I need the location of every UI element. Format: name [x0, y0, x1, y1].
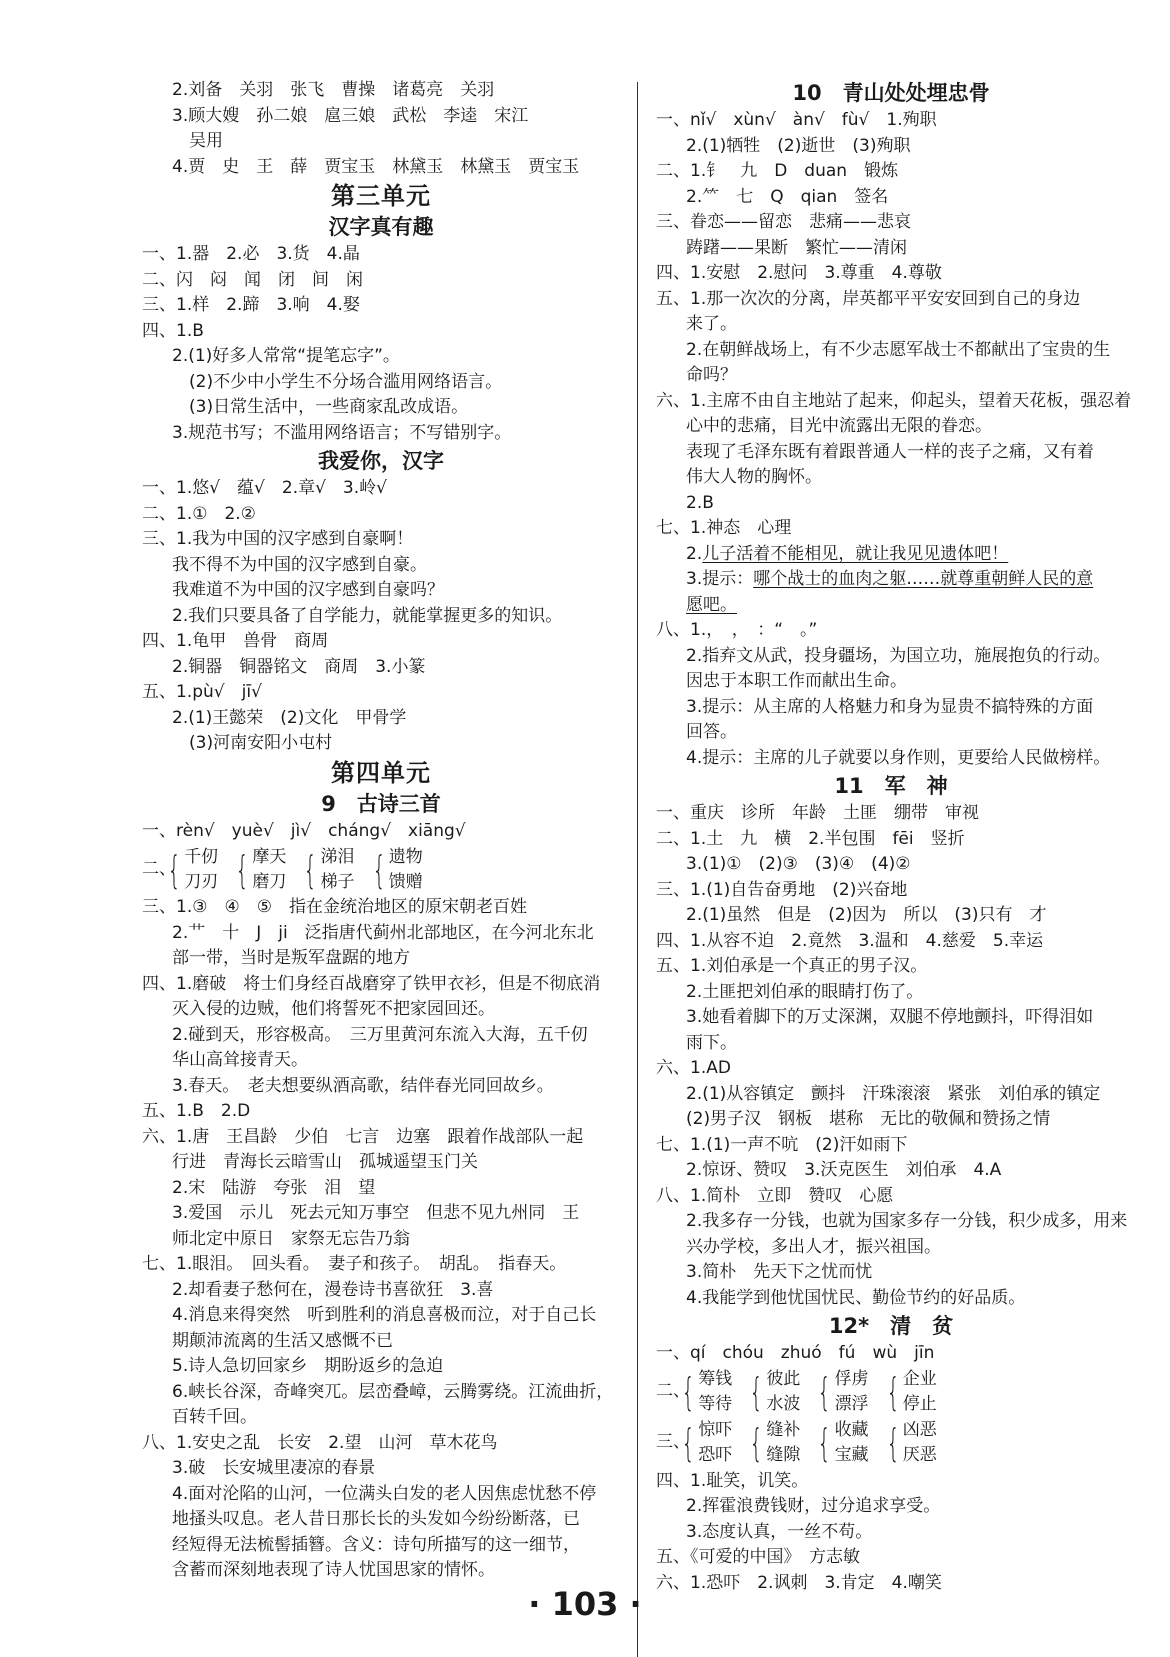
right-column [656, 78, 1132, 1596]
answer-line: 3.态度认真，一丝不苟。 [686, 1521, 873, 1542]
answer-line [656, 567, 1126, 593]
word-pair-group [300, 845, 354, 895]
word: 等待 [698, 1394, 733, 1414]
word: 摩天 [252, 846, 287, 867]
answer-line: 二、闪 闷 闻 闭 间 闲 [142, 269, 363, 290]
answer-line: 2.我多存一分钱，也就为国家多存一分钱，积少成多，用来 [686, 1211, 1128, 1231]
answer-line: 2.挥霍浪费钱财，过分追求享受。 [686, 1496, 941, 1516]
answer-line: 回答。 [686, 722, 737, 742]
answer-line: 百转千回。 [172, 1407, 257, 1427]
answer-line: 七、1.神态 心理 [656, 518, 792, 538]
answer-line: 三、1.样 2.蹄 3.响 4.娶 [142, 295, 360, 315]
word: 企业 [902, 1369, 937, 1389]
word: 千仞 [184, 846, 219, 867]
answer-line: 五、1.B 2.D [142, 1101, 251, 1121]
answer-line: 三、1.(1)自告奋勇地 (2)兴奋地 [656, 879, 908, 900]
answer-line: 华山高耸接青天。 [172, 1050, 308, 1070]
answer-line: 4.消息来得突然 听到胜利的消息喜极而泣，对于自己长 [172, 1305, 597, 1325]
lesson-heading: 9 古诗三首 [321, 791, 441, 816]
answer-line: 2.惊讶、赞叹 3.沃克医生 刘伯承 4.A [686, 1160, 1002, 1180]
answer-line: 3.顾大嫂 孙二娘 扈三娘 武松 李逵 宋江 [172, 105, 529, 126]
answer-line: 2.(1)牺牲 (2)逝世 (3)殉职 [686, 135, 911, 156]
answer-line: 4.面对沦陷的山河，一位满头白发的老人因焦虑忧愁不停 [172, 1483, 597, 1504]
answer-line: 来了。 [686, 314, 737, 334]
answer-line: 八、1.， ， ：“ 。” [656, 620, 818, 640]
answer-line: 雨下。 [686, 1032, 737, 1053]
lesson-heading: 12* 清 贫 [828, 1314, 954, 1338]
answer-line: 地搔头叹息。老人昔日那长长的头发如今纷纷断落，已 [172, 1509, 580, 1529]
answer-line: 四、1.从容不迫 2.竟然 3.温和 4.慈爱 5.幸运 [656, 930, 1044, 951]
brace-icon: { [886, 1421, 900, 1465]
brace-icon: { [817, 1370, 832, 1414]
answer-line: 六、1.主席不由自主地站了起来，仰起头，望着天花板，强忍着 [656, 390, 1132, 411]
answer-line: 3.春天。 老夫想要纵酒高歌，结伴春光同回故乡。 [172, 1075, 554, 1096]
answer-line: 部一带，当时是叛军盘踞的地方 [172, 948, 410, 968]
word: 梯子 [320, 871, 355, 892]
answer-line: 3.规范书写；不滥用网络语言；不写错别字。 [172, 422, 512, 443]
word: 凶恶 [902, 1420, 937, 1440]
lesson-heading: 汉字真有趣 [328, 215, 434, 239]
answer-line: 命吗？ [686, 365, 737, 385]
brace-icon: { [886, 1370, 900, 1414]
answer-line: 2.却看妻子愁何在，漫卷诗书喜欲狂 3.喜 [172, 1279, 494, 1300]
answer-line: 3.她看着脚下的万丈深渊，双腿不停地颤抖，吓得泪如 [686, 1007, 1094, 1027]
question-number: 二、 [656, 1381, 690, 1402]
answer-line: 心中的悲痛，目光中流露出无限的眷恋。 [686, 416, 992, 436]
answer-line: 2.宋 陆游 夸张 泪 望 [172, 1177, 376, 1198]
brace-icon: { [749, 1421, 763, 1465]
answer-line: 一、nǐ√ xùn√ àn√ fù√ 1.殉职 [656, 110, 937, 130]
word-pair-group [746, 1418, 800, 1468]
answer-line: 2.在朝鲜战场上，有不少志愿军战士不都献出了宝贵的生 [686, 339, 1111, 360]
answer-line: 踌躇——果断 繁忙——清闲 [686, 237, 907, 258]
answer-line: 一、重庆 诊所 年龄 土匪 绷带 审视 [656, 803, 979, 823]
word: 刀刃 [184, 871, 219, 892]
answer-line: 3.简朴 先天下之忧而忧 [686, 1262, 873, 1282]
answer-line: 一、1.器 2.必 3.货 4.晶 [142, 244, 360, 264]
answer-line: 2.(1)王懿荣 (2)文化 甲骨学 [172, 707, 407, 728]
answer-line: 六、1.AD [656, 1058, 731, 1078]
unit-heading: 第四单元 [331, 758, 431, 787]
answer-line: 一、qí chóu zhuó fú wù jīn [656, 1343, 935, 1363]
word: 缝补 [766, 1420, 801, 1440]
answer-line: 七、1.眼泪。 回头看。 妻子和孩子。 胡乱。 指春天。 [142, 1254, 567, 1274]
answer-line: 3.提示：从主席的人格魅力和身为显贵不搞特殊的方面 [686, 696, 1094, 717]
answer-line: 期颠沛流离的生活又感慨不已 [172, 1330, 393, 1351]
brace-icon: { [235, 847, 249, 892]
answer-line: (2)男子汉 钢板 堪称 无比的敬佩和赞扬之情 [686, 1109, 1051, 1129]
answer-line: 6.峡长谷深，奇峰突兀。层峦叠嶂，云腾雾绕。江流曲折， [172, 1381, 614, 1402]
answer-line: 六、1.唐 王昌龄 少伯 七言 边塞 跟着作战部队一起 [142, 1126, 584, 1147]
word-pair-group [814, 1418, 868, 1468]
question-number: 三、 [656, 1432, 690, 1453]
answer-line: 四、1.磨破 将士们身经百战磨穿了铁甲衣衫，但是不彻底消 [142, 973, 601, 994]
answer-line: 吴用 [189, 131, 223, 151]
word-pair-group [746, 1367, 800, 1417]
answer-line: 行进 青海长云暗雪山 孤城遥望玉门关 [172, 1152, 478, 1172]
answer-line: 3.破 长安城里凄凉的春景 [172, 1458, 376, 1478]
word: 筹钱 [698, 1369, 733, 1389]
answer-line: (2)不少中小学生不分场合滥用网络语言。 [189, 371, 503, 392]
word-pair-group [369, 845, 423, 895]
answer-prefix: 2. [686, 543, 703, 564]
answer-line: 六、1.恐吓 2.讽刺 3.肯定 4.嘲笑 [656, 1572, 942, 1593]
answer-line: 二、1.钅 九 D duan 锻炼 [656, 161, 899, 181]
lesson-heading: 11 军 神 [834, 774, 948, 798]
answer-line: 五、《可爱的中国》 方志敏 [656, 1547, 860, 1567]
column-divider [637, 82, 638, 1657]
answer-line: 四、1.耻笑，讥笑。 [656, 1470, 809, 1491]
answer-line: 四、1.B [142, 320, 204, 341]
question-number: 二、 [142, 858, 176, 879]
answer-line: 师北定中原日 家祭无忘告乃翁 [172, 1228, 410, 1249]
word: 缝隙 [766, 1445, 801, 1465]
answer-prefix: 3.提示： [686, 569, 754, 589]
page-number: · 103 · [528, 1585, 642, 1623]
answer-line: 2.艹 十 J ji 泛指唐代蓟州北部地区，在今河北东北 [172, 922, 594, 943]
answer-line [656, 593, 1126, 619]
brace-icon: { [681, 1370, 695, 1414]
answer-line: 2.(1)从容镇定 颤抖 汗珠滚滚 紧张 刘伯承的镇定 [686, 1083, 1101, 1104]
brace-icon: { [303, 847, 318, 892]
answer-line: 二、1.土 九 横 2.半包围 fēi 竖折 [656, 828, 965, 849]
answer-line: 含蓄而深刻地表现了诗人忧国思家的情怀。 [172, 1560, 495, 1580]
answer-line: 四、1.安慰 2.慰问 3.尊重 4.尊敬 [656, 263, 942, 283]
word-pair-group [814, 1367, 868, 1417]
word: 惊吓 [698, 1420, 733, 1440]
answer-line: 2.(1)好多人常常“提笔忘字”。 [172, 346, 400, 366]
brace-icon: { [681, 1421, 695, 1465]
answer-line: 表现了毛泽东既有着跟普通人一样的丧子之痛，又有着 [686, 441, 1094, 462]
answer-line: 一、1.悠√ 蕴√ 2.章√ 3.岭√ [142, 478, 387, 498]
word-pair-group [232, 845, 286, 895]
answer-line: 3.爱国 示儿 死去元知万事空 但悲不见九州同 王 [172, 1203, 580, 1223]
left-column [142, 78, 620, 1584]
answer-line: 三、1.我为中国的汉字感到自豪啊！ [142, 529, 414, 549]
answer-line: 八、1.简朴 立即 赞叹 心愿 [656, 1185, 894, 1206]
underlined-answer: 哪个战士的血肉之躯……就尊重朝鲜人民的意 [753, 569, 1094, 589]
answer-line: 五、1.pù√ jī√ [142, 682, 262, 702]
brace-icon: { [817, 1421, 832, 1465]
word: 漂浮 [834, 1394, 869, 1414]
answer-line: 伟大人物的胸怀。 [686, 467, 822, 487]
word: 遗物 [388, 846, 423, 867]
underlined-answer: 儿子活着不能相见，就让我见见遗体吧！ [702, 543, 1009, 564]
answer-line: 我不得不为中国的汉字感到自豪。 [172, 554, 427, 575]
word: 停止 [902, 1394, 937, 1414]
answer-line: 2.碰到天，形容极高。 三万里黄河东流入大海，五千仞 [172, 1024, 588, 1045]
unit-heading: 第三单元 [331, 182, 431, 210]
word: 彼此 [766, 1369, 801, 1389]
answer-line: 一、rèn√ yuè√ jì√ cháng√ xiāng√ [142, 820, 466, 841]
answer-line [656, 542, 1126, 568]
word-pair-group [883, 1418, 937, 1468]
answer-line: (3)日常生活中，一些商家乱改成语。 [189, 397, 469, 417]
word: 俘虏 [834, 1369, 869, 1389]
answer-line: 八、1.安史之乱 长安 2.望 山河 草木花鸟 [142, 1432, 498, 1453]
word-pair-group [883, 1367, 937, 1417]
answer-line: 2.指弃文从武，投身疆场，为国立功，施展抱负的行动。 [686, 645, 1111, 666]
answer-line: 2.⺮ 七 Q qian 签名 [686, 186, 889, 207]
answer-line: 七、1.(1)一声不吭 (2)汗如雨下 [656, 1134, 908, 1155]
brace-answer-row [656, 1418, 1126, 1469]
lesson-heading: 我爱你，汉字 [318, 449, 444, 473]
answer-line: 4.我能学到他忧国忧民、勤俭节约的好品质。 [686, 1287, 1026, 1308]
brace-icon: { [372, 847, 386, 892]
answer-line: 2.B [686, 492, 714, 513]
answer-line: 因忠于本职工作而献出生命。 [686, 671, 907, 691]
answer-line: 2.土匪把刘伯承的眼睛打伤了。 [686, 981, 924, 1002]
answer-line: 4.提示：主席的儿子就要以身作则，更要给人民做榜样。 [686, 747, 1111, 768]
word: 馈赠 [388, 871, 423, 892]
answer-line: 2.铜器 铜器铭文 商周 3.小篆 [172, 656, 426, 677]
word: 收藏 [834, 1420, 869, 1440]
brace-icon: { [167, 847, 181, 892]
answer-line: 5.诗人急切回家乡 期盼返乡的急迫 [172, 1356, 444, 1376]
answer-line: 四、1.龟甲 兽骨 商周 [142, 631, 329, 651]
answer-line: 我难道不为中国的汉字感到自豪吗？ [172, 580, 444, 600]
answer-line: 灭入侵的边贼，他们将誓死不把家园回还。 [172, 999, 495, 1019]
underlined-answer: 愿吧。 [686, 594, 737, 615]
answer-line: 2.我们只要具备了自学能力，就能掌握更多的知识。 [172, 605, 563, 626]
answer-line: 三、眷恋——留恋 悲痛——悲哀 [656, 212, 911, 232]
lesson-heading: 10 青山处处埋忠骨 [792, 81, 990, 105]
word-pair-group [678, 1418, 732, 1468]
answer-line: 2.刘备 关羽 张飞 曹操 诸葛亮 关羽 [172, 80, 495, 100]
word: 宝藏 [834, 1445, 869, 1465]
answer-line: (3)河南安阳小屯村 [189, 733, 333, 753]
word: 厌恶 [902, 1445, 937, 1465]
answer-line: 4.贾 史 王 薛 贾宝玉 林黛玉 林黛玉 贾宝玉 [172, 156, 580, 177]
word: 涕泪 [320, 846, 355, 867]
answer-line: 二、1.① 2.② [142, 503, 256, 524]
answer-line: 2.(1)虽然 但是 (2)因为 所以 (3)只有 才 [686, 905, 1047, 925]
answer-line: 经短得无法梳髻插簪。含义：诗句所描写的这一细节， [172, 1534, 580, 1555]
word-pair-group [678, 1367, 732, 1417]
word: 水波 [766, 1394, 801, 1414]
word: 恐吓 [698, 1445, 733, 1465]
brace-answer-row [656, 1367, 1126, 1418]
brace-answer-row [142, 844, 620, 895]
answer-line: 兴办学校，多出人才，振兴祖国。 [686, 1236, 941, 1257]
answer-line: 五、1.那一次次的分离，岸英都平平安安回到自己的身边 [656, 288, 1081, 309]
answer-line: 三、1.③ ④ ⑤ 指在金统治地区的原宋朝老百姓 [142, 897, 527, 917]
word: 磨刀 [252, 871, 287, 892]
answer-line: 五、1.刘伯承是一个真正的男子汉。 [656, 956, 928, 976]
answer-line: 3.(1)① (2)③ (3)④ (4)② [686, 854, 911, 874]
brace-icon: { [749, 1370, 763, 1414]
word-pair-group [164, 845, 218, 895]
